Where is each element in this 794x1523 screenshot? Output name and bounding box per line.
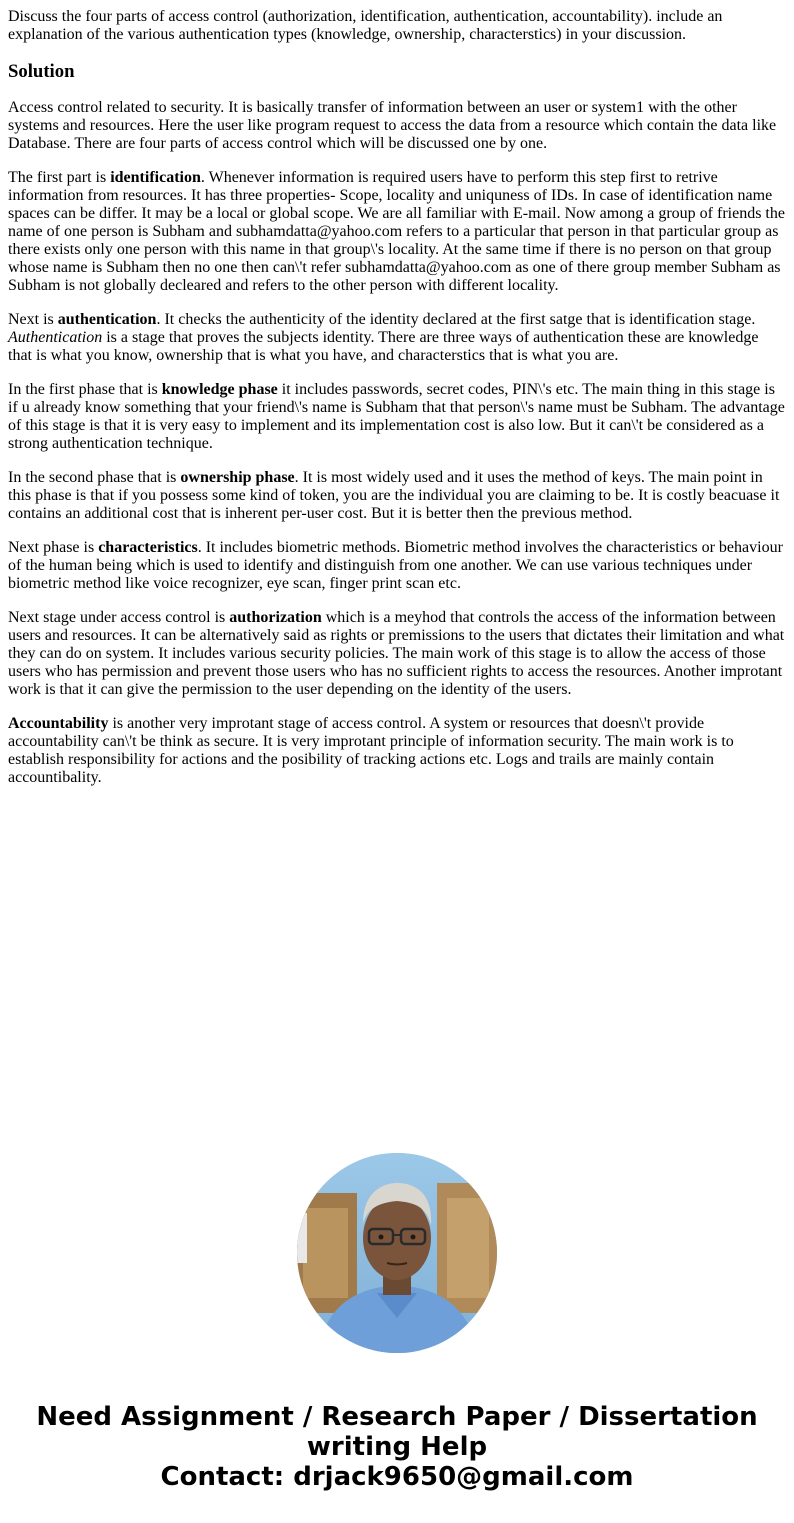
text-span: is another very improtant stage of access control. A system or resources that doesn\'t provide accountability can\'t be think as secure. It is very improtant principle of information security. The main work is to establish responsibility for actions and the posibility of tracking actions etc. Logs and trails are mainly contain accountibality. [8,715,734,786]
term-accountability: Accountability [8,715,109,732]
term-characteristics: characteristics [98,539,198,556]
text-span: . Whenever information is required users have to perform this step first to retrive information from resources. It has three properties- Scope, locality and uniquness of IDs. In case of identification name spaces can be differ. It may be a local or global scope. We are all familiar with E-mail. Now among a group of friends the name of one person is Subham and subhamdatta@yahoo.com refers to a particular that person in that particular group as there exists only one person with this name in that group\'s locality. At the same time if there is no person on that group whose name is Subham then no one then can\'t refer subhamdatta@yahoo.com as one of there group member Subham as Subham is not globally decleared and refers to the other person with different locality. [8,169,785,294]
paragraph-characteristics [8,539,786,593]
footer-line-2: writing Help [306,1432,488,1462]
paragraph-identification [8,169,786,295]
text-span: Next stage under access control is [8,609,230,626]
paragraph-accountability [8,715,786,787]
text-span: . It is most widely used and it uses the method of keys. The main point in this phase is that if you possess some kind of token, you are the individual you are claiming to be. It is costly beacuase it contains an additional cost that is inherent per-user cost. But it is better then the previous method. [8,469,780,522]
footer-contact-email: Contact: drjack9650@gmail.com [160,1462,634,1492]
text-span: In the second phase that is [8,469,181,486]
term-authentication-italic: Authentication [8,329,103,346]
term-authorization: authorization [229,609,322,626]
text-span: it includes passwords, secret codes, PIN\'s etc. The main thing in this stage is if u already know something that your friend\'s name is Subham that that person\'s name must be Subham. The advantage of this stage is that it is very easy to implement and its implementation cost is also low. But it can\'t be considered as a strong authentication technique. [8,381,785,452]
term-knowledge-phase: knowledge phase [161,381,278,398]
author-avatar [297,1153,497,1353]
text-span: which is a meyhod that controls the access of the information between users and resources. It can be alternatively said as rights or premissions to the users that dictates their limitation and what they can do on system. It includes various security policies. The main work of this stage is to allow the access of those users who has permission and prevent those users who has no sufficient rights to access the resources. Another improtant work is that it can give the permission to the user depending on the identity of the users. [8,609,785,698]
term-authentication: authentication [57,311,157,328]
text-span: The first part is [8,169,111,186]
paragraph-authentication [8,311,786,365]
solution-heading: Solution [8,61,75,82]
paragraph-intro: Access control related to security. It is basically transfer of information between an user or system1 with the other systems and resources. Here the user like program request to access the data from a resource which contain the data like Database. There are four parts of access control which will be discussed one by one. [8,99,777,152]
text-span: is a stage that proves the subjects identity. There are three ways of authentication these are knowledge that is what you know, ownership that is what you have, and characterstics that is what you are. [8,329,759,364]
term-ownership-phase: ownership phase [180,469,295,486]
paragraph-authorization [8,609,786,699]
text-span: In the first phase that is [8,381,162,398]
text-span: . It includes biometric methods. Biometric method involves the characteristics or behaviour of the human being which is used to identify and distinguish from one another. We can use various techniques under biometric method like voice recognizer, eye scan, finger print scan etc. [8,539,783,592]
footer-line-1: Need Assignment / Research Paper / Dissertation [36,1402,758,1432]
document-body [8,8,786,803]
person-portrait-icon [297,1153,497,1353]
footer-contact [0,1402,794,1492]
question-text: Discuss the four parts of access control (authorization, identification, authentication, accountability). include an explanation of the various authentication types (knowledge, ownership, characterstics) in your discussion. [8,8,723,43]
term-identification: identification [110,169,201,186]
text-span: Next is [8,311,58,328]
paragraph-ownership [8,469,786,523]
text-span: Next phase is [8,539,99,556]
paragraph-knowledge [8,381,786,453]
text-span: . It checks the authenticity of the identity declared at the first satge that is identification stage. [156,311,756,328]
